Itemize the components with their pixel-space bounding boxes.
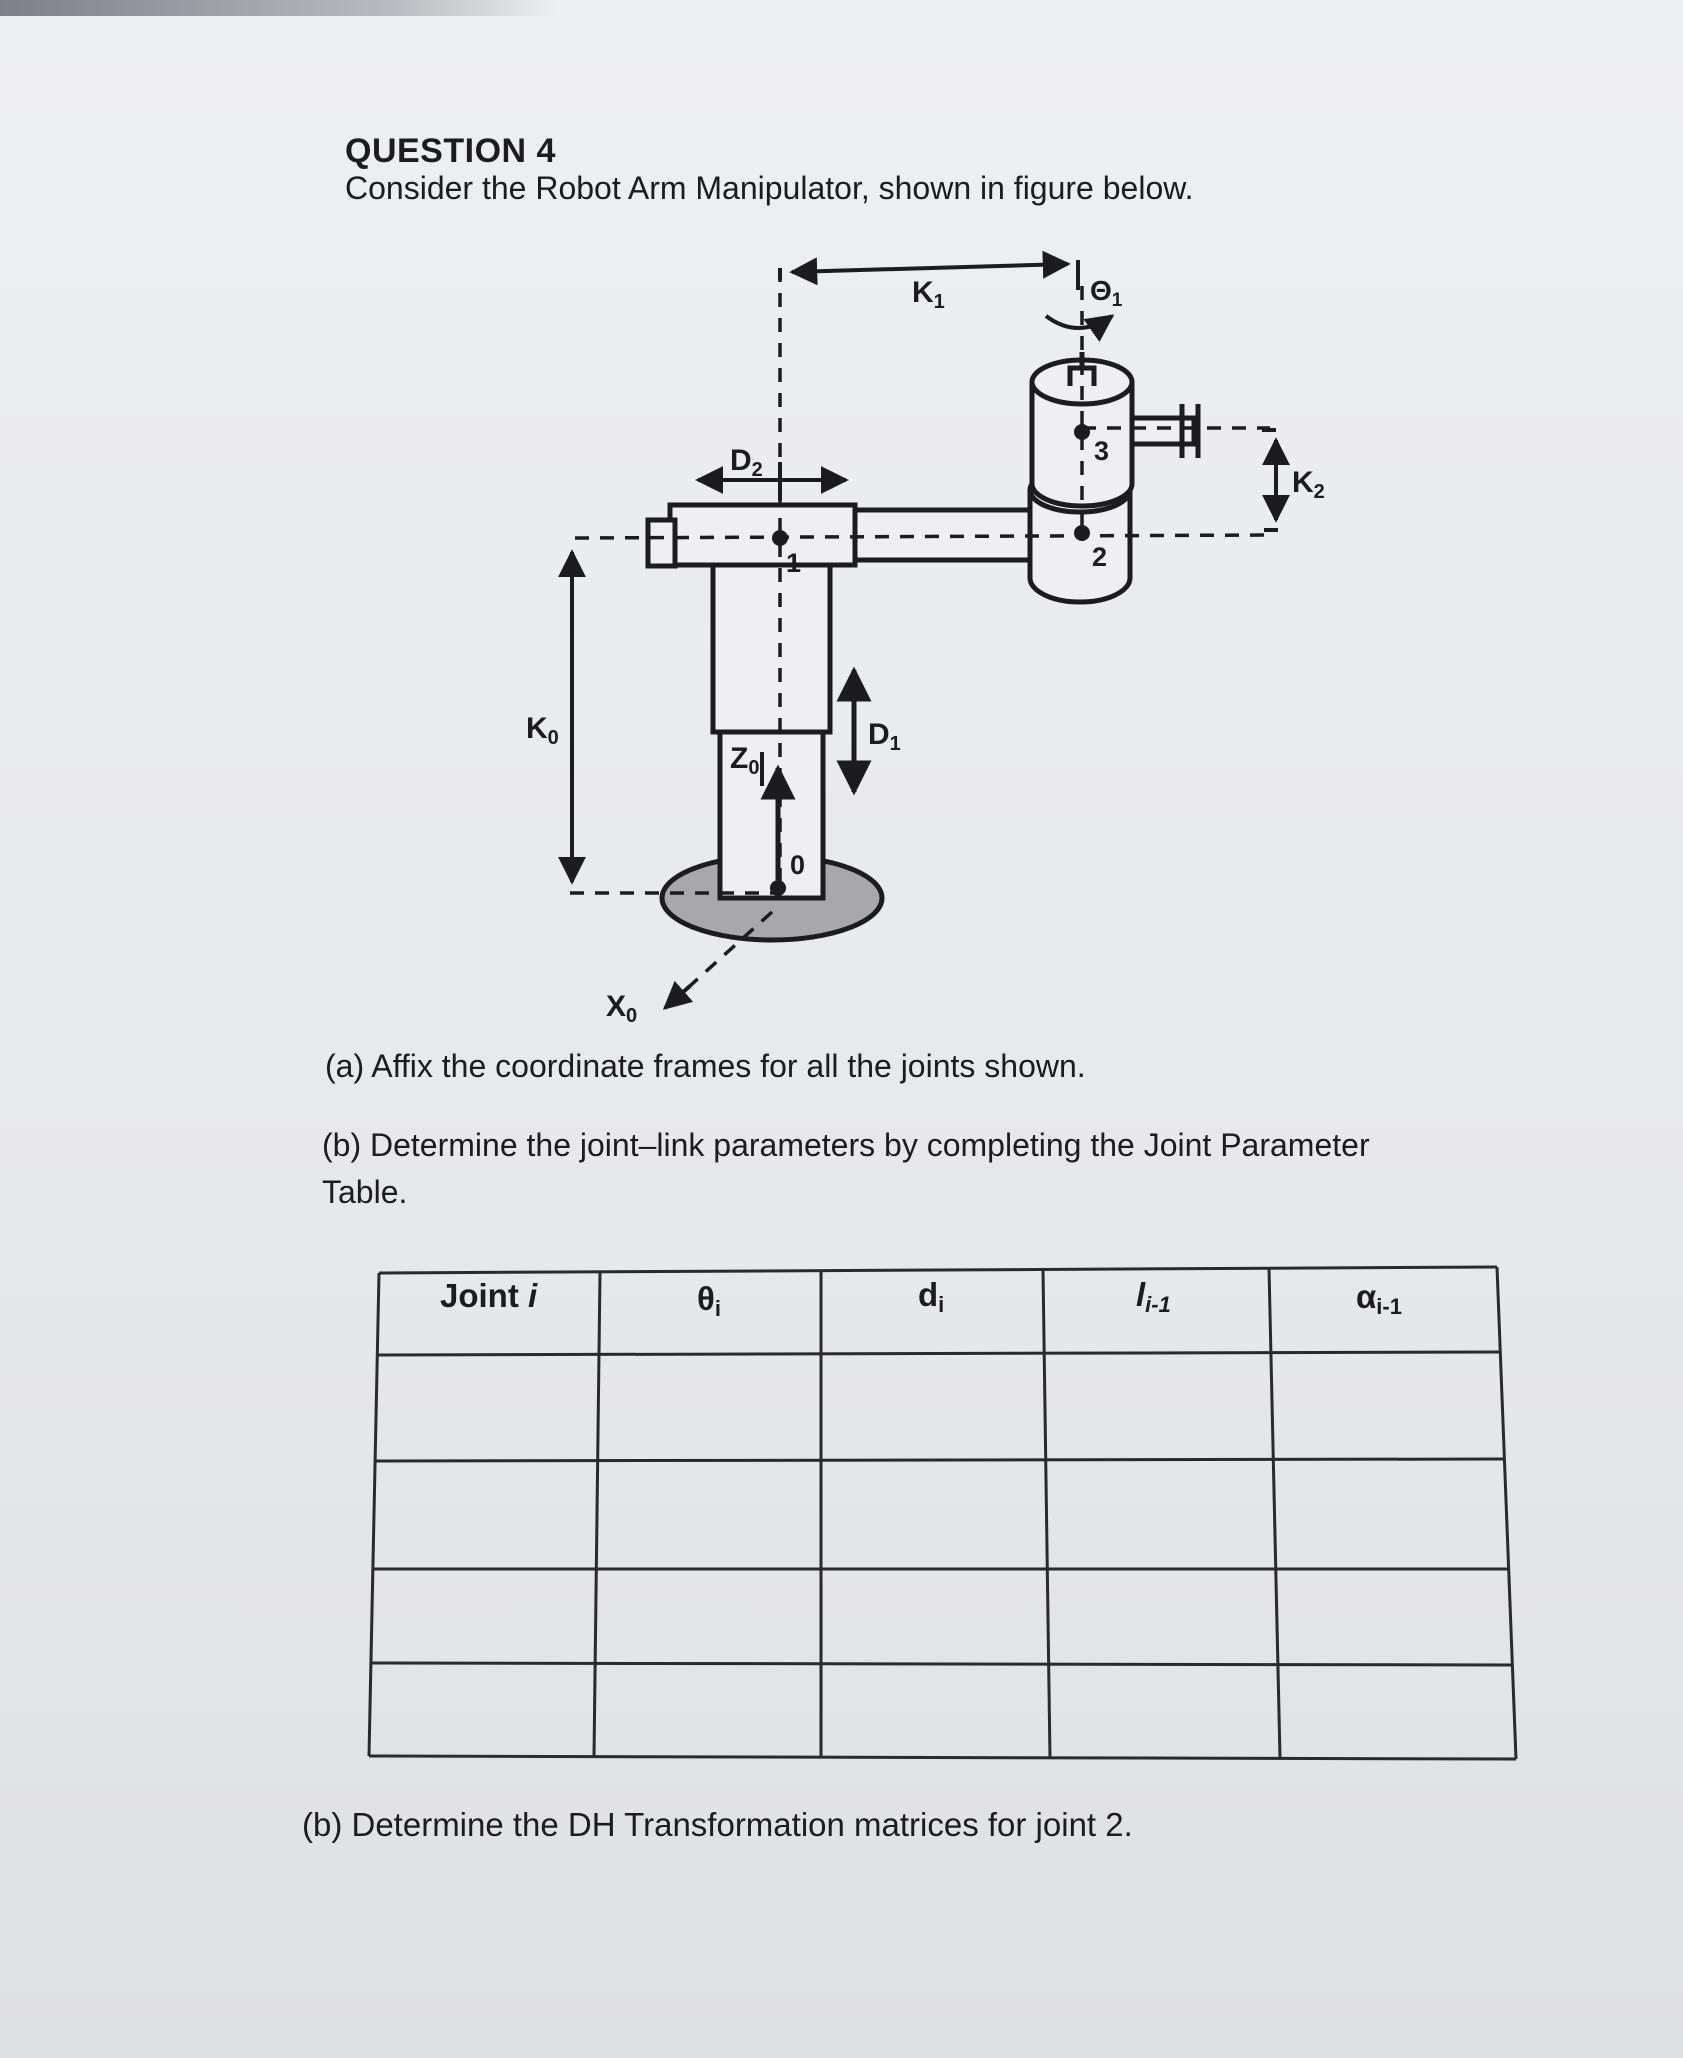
label-k1: $K_1$ (912, 276, 945, 313)
part-a-text: (a) Affix the coordinate frames for all the joints shown. (325, 1048, 1086, 1084)
part-c-text: (b) Determine the DH Transformation matrices for joint 2. (302, 1806, 1133, 1843)
label-joint3: 3 (1094, 436, 1110, 466)
label-k0: $K_0$ (526, 712, 559, 749)
question-title: QUESTION 4 (345, 132, 556, 170)
label-theta1: $\Theta_1$ (1090, 275, 1123, 311)
label-d2: $D_2$ (730, 444, 763, 481)
label-z0: $Z_0$ (730, 742, 760, 779)
header-alpha: αi-1 (1356, 1278, 1402, 1319)
part-b-text-line1: (b) Determine the joint–link parameters by completing the Joint Parameter (322, 1127, 1370, 1163)
label-joint2: 2 (1092, 542, 1108, 572)
question-intro: Consider the Robot Arm Manipulator, shown in figure below. (345, 170, 1194, 206)
label-k2: $K_2$ (1292, 466, 1325, 503)
label-joint0: 0 (790, 850, 806, 880)
header-joint: Joint i (440, 1277, 538, 1314)
header-l: li-1 (1136, 1276, 1171, 1317)
header-theta: θi (697, 1280, 721, 1321)
label-d1: $D_1$ (868, 718, 901, 755)
header-d: di (918, 1276, 945, 1317)
label-x0: $X_0$ (606, 990, 638, 1027)
label-joint1: 1 (786, 548, 802, 578)
part-b-text-line2: Table. (322, 1174, 408, 1210)
